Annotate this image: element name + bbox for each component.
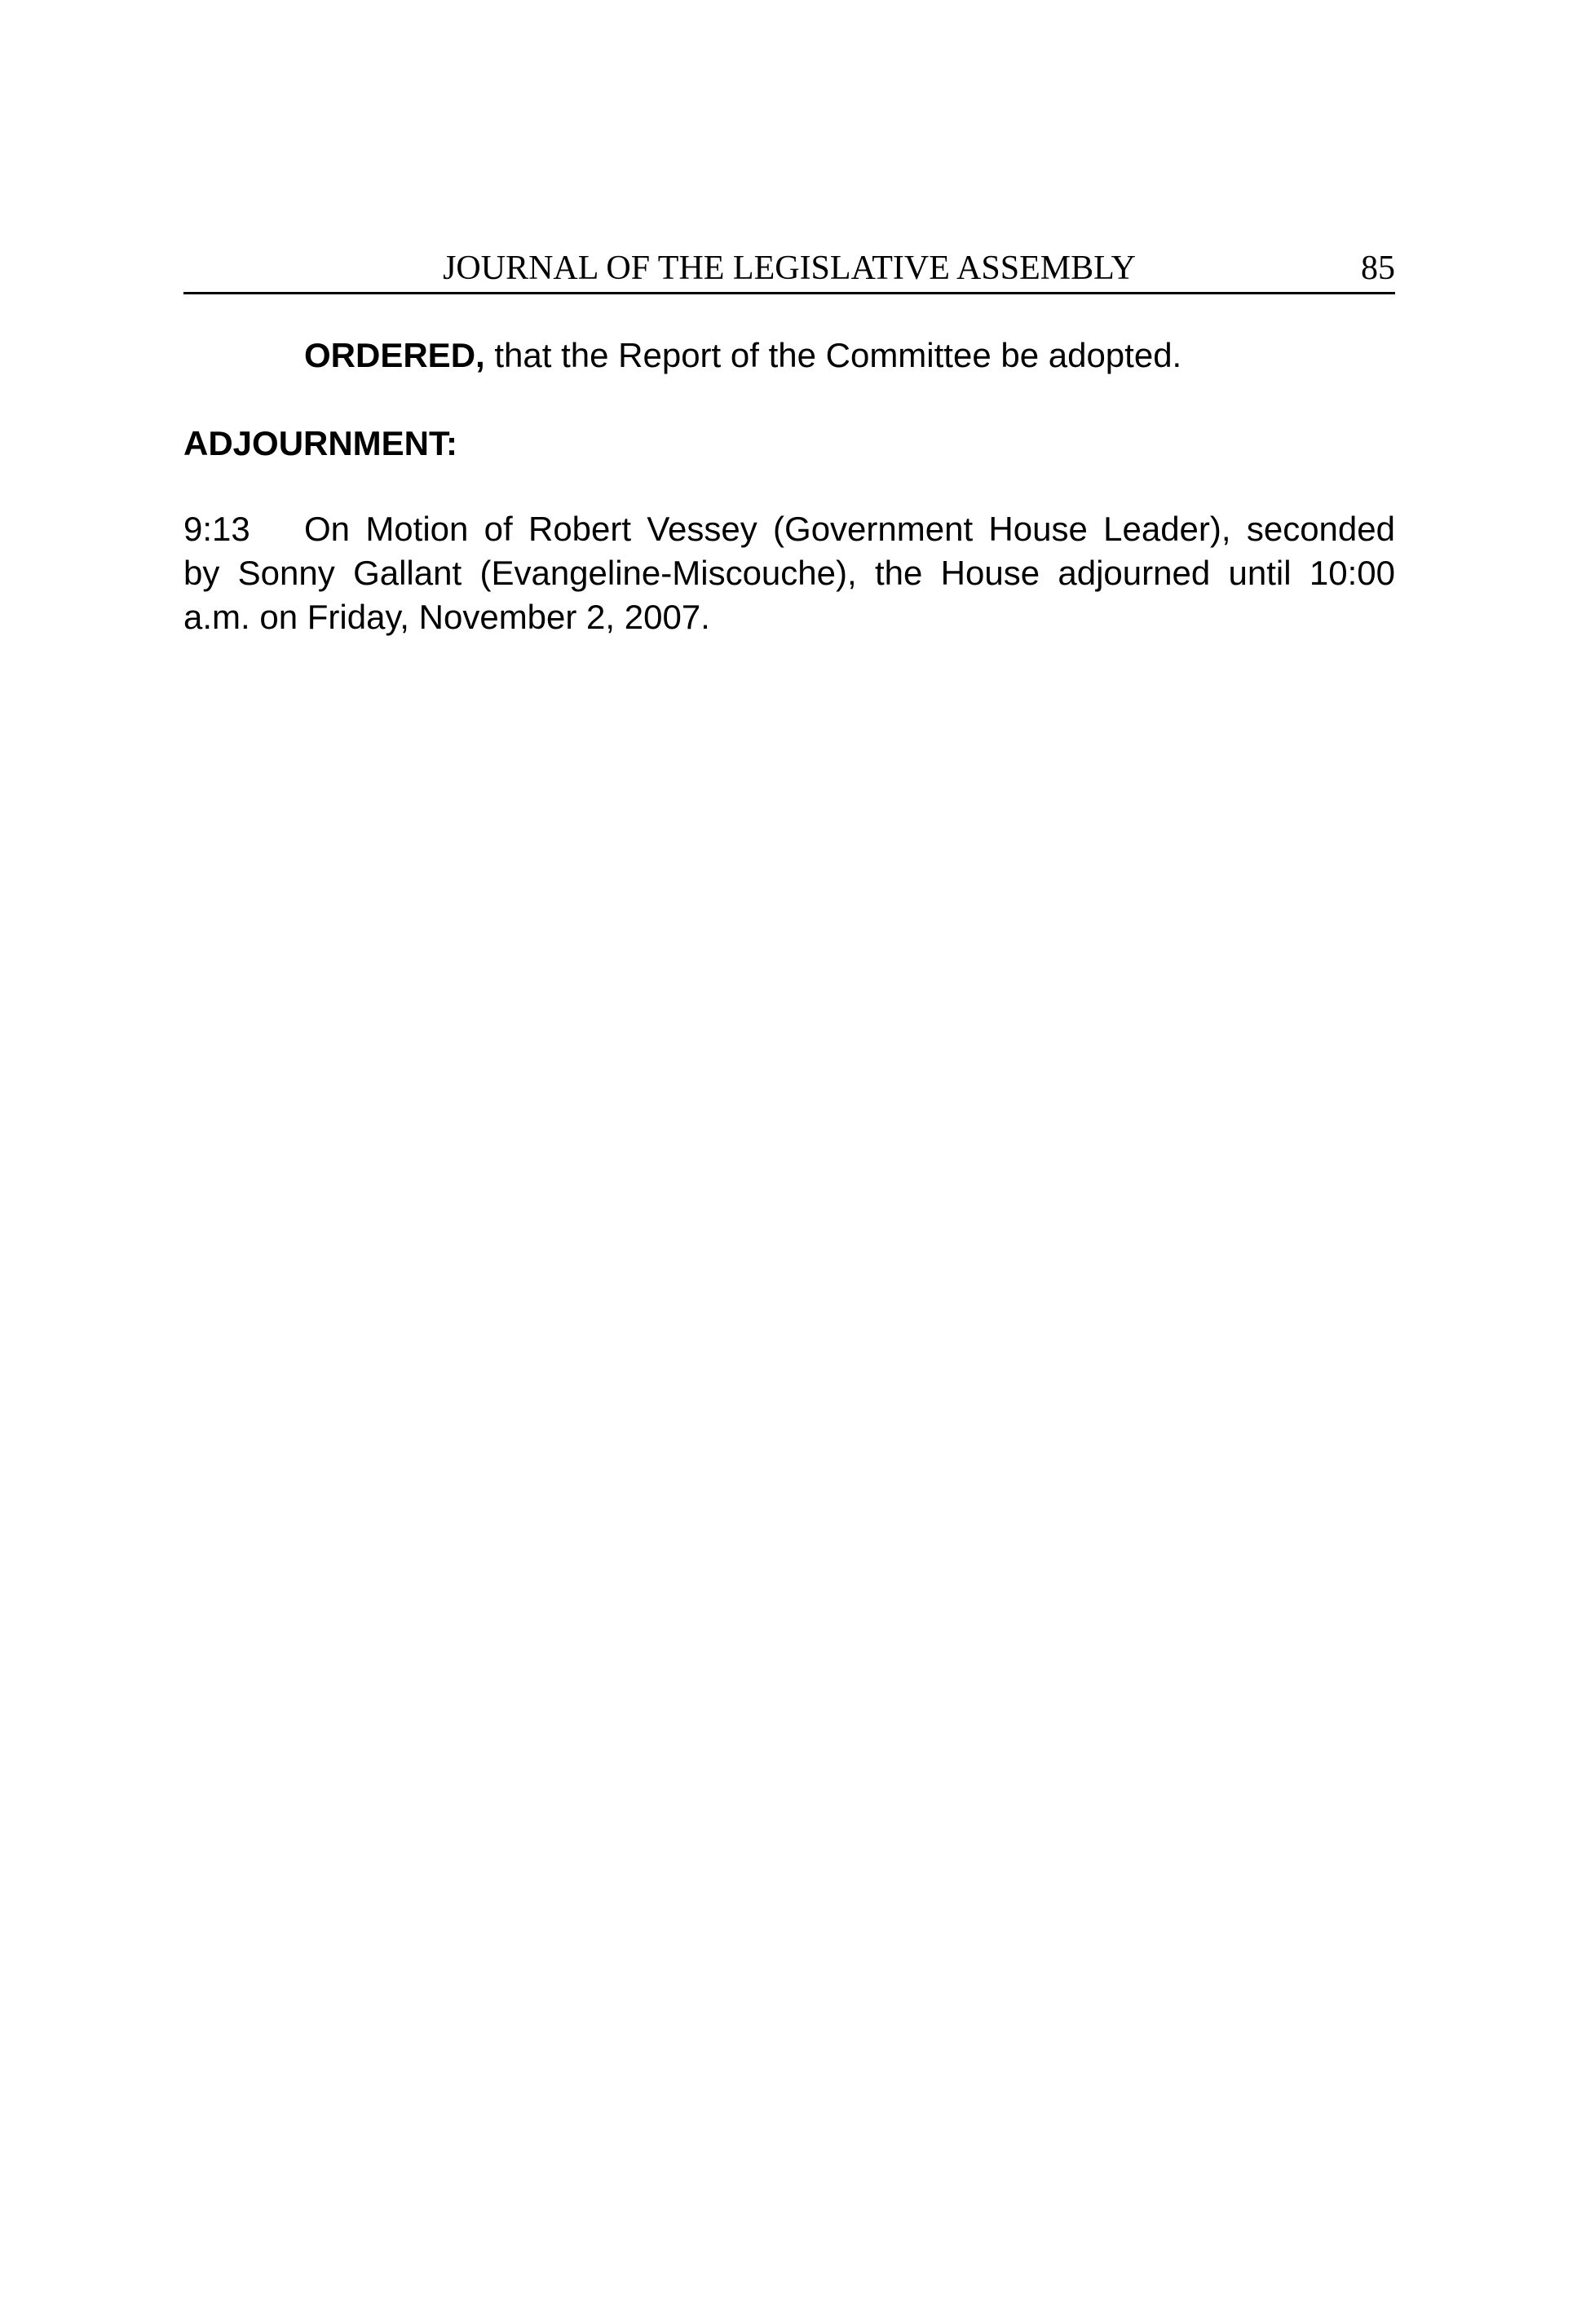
journal-title: JOURNAL OF THE LEGISLATIVE ASSEMBLY	[443, 250, 1136, 287]
adjournment-paragraph	[183, 507, 1395, 639]
paragraph-line: by Sonny Gallant (Evangeline-Miscouche), the House adjourned until 10:00	[183, 554, 1395, 592]
time-stamp: 9:13	[183, 510, 250, 548]
paragraph-line: a.m. on Friday, November 2, 2007.	[183, 598, 710, 636]
ordered-keyword: ORDERED,	[304, 336, 485, 374]
page-number: 85	[1361, 250, 1395, 287]
running-header	[183, 245, 1395, 294]
paragraph-line	[183, 507, 1395, 551]
ordered-paragraph	[304, 333, 1181, 378]
adjournment-heading: ADJOURNMENT:	[183, 424, 457, 462]
paragraph-line-text: On Motion of Robert Vessey (Government House Leader), seconded	[304, 510, 1395, 548]
ordered-text: that the Report of the Committee be adopted.	[484, 336, 1182, 374]
